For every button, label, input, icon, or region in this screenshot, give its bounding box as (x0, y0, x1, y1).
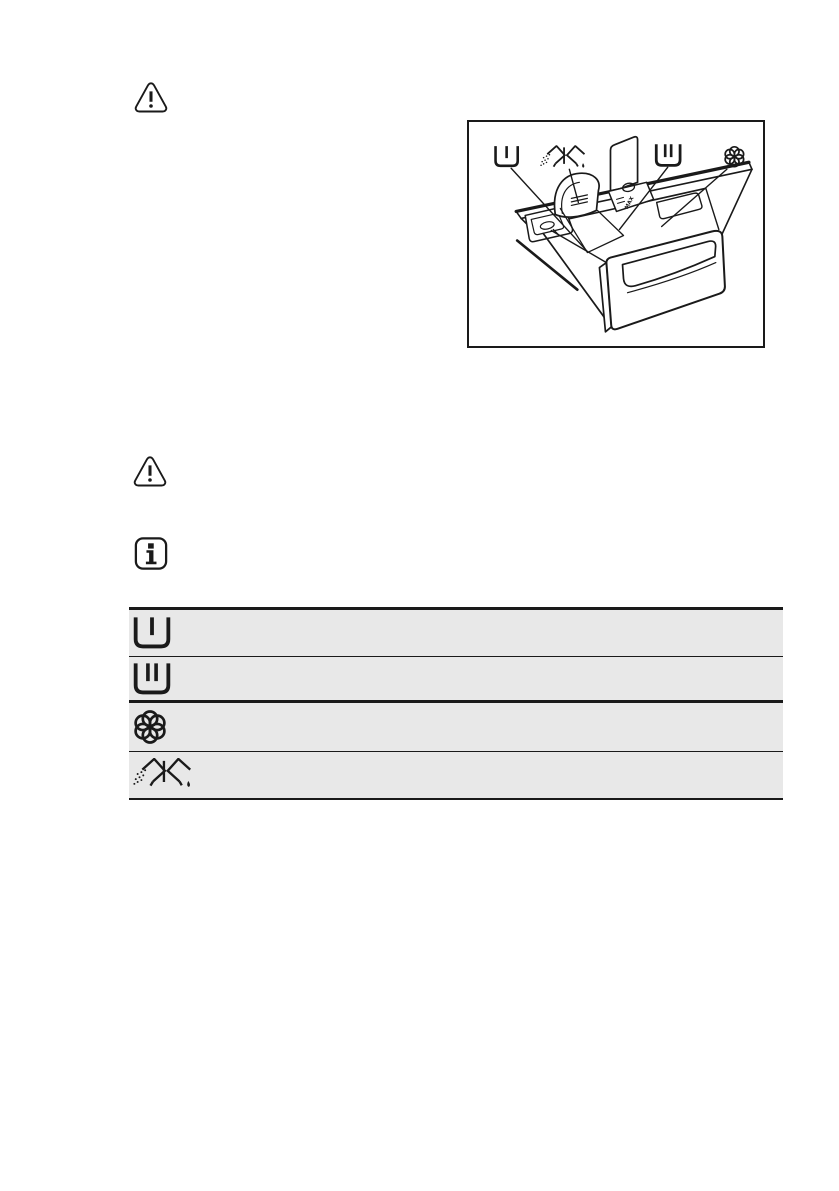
drawer-illustration (469, 122, 763, 346)
table-row-prewash (129, 610, 783, 657)
drawer-drawing (511, 137, 752, 332)
prewash-symbol (496, 146, 518, 166)
powder-liquid-symbol (540, 146, 587, 168)
warning-triangle-icon (133, 80, 169, 114)
info-icon (134, 536, 168, 571)
powder-or-liquid-detergent-icon (132, 758, 194, 792)
drawer-rail-line (517, 241, 577, 290)
warning-triangle-icon (132, 454, 168, 488)
table-row-softener (129, 703, 783, 752)
table-row-detergent-type (129, 752, 783, 798)
table-row-mainwash (129, 657, 783, 703)
prewash-compartment-icon (132, 616, 172, 650)
max-label: MAX (624, 195, 636, 211)
fabric-softener-flower-icon (132, 709, 168, 745)
mainwash-symbol (656, 144, 680, 165)
detergent-symbols-table (129, 607, 783, 800)
mainwash-compartment-icon (132, 662, 172, 696)
detergent-drawer-figure (467, 120, 765, 348)
